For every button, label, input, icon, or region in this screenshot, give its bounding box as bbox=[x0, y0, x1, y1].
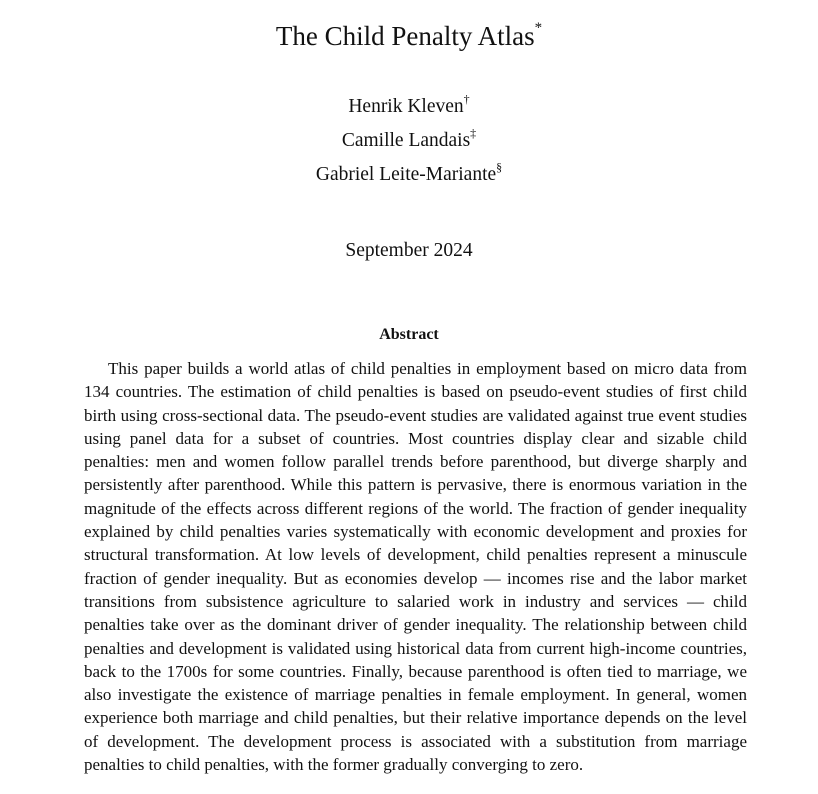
publication-date: September 2024 bbox=[345, 240, 473, 261]
author-1 bbox=[0, 94, 818, 120]
author-name: Camille Landais bbox=[341, 130, 471, 151]
abstract-heading: Abstract bbox=[379, 326, 439, 343]
author-name: Henrik Kleven bbox=[348, 96, 464, 117]
author-3 bbox=[0, 162, 818, 188]
abstract-body: This paper builds a world atlas of child penalties in employment based on micro data from 134 countries. The estimation of child penalties is based on pseudo-event studies of first child birth using cross-sectional data. The pseudo-event studies are validated against true event studies using panel data for a subset of countries. Most countries display clear and sizable child penalties: men and women follow parallel trends before parenthood, but diverge sharply and persistently after parenthood. While this pattern is pervasive, there is enormous variation in the magnitude of the effects across different regions of the world. The fraction of gender inequality explained by child penalties varies systematically with economic development and proxies for structural transformation. At low levels of development, child penalties represent a minuscule fraction of gender inequality. But as economies develop — incomes rise and the labor market transitions from subsistence agriculture to salaried work in industry and services — child penalties take over as the dominant driver of gender inequality. The relationship between child penalties and development is validated using historical data from current high-income countries, back to the 1700s for some countries. Finally, because parenthood is often tied to marriage, we also investigate the existence of marriage penalties in female employment. In general, women experience both marriage and child penalties, but their relative importance depends on the level of development. The development process is associated with a substitution from marriage penalties to child penalties, with the former gradually converging to zero. bbox=[84, 359, 747, 775]
author-footnote-mark: § bbox=[496, 160, 503, 174]
title-footnote-mark: * bbox=[534, 20, 543, 36]
author-name: Gabriel Leite-Mariante bbox=[315, 164, 497, 185]
paper-title-text: The Child Penalty Atlas bbox=[275, 21, 535, 51]
paper-title bbox=[0, 18, 818, 54]
author-footnote-mark: † bbox=[463, 92, 470, 106]
author-2 bbox=[0, 128, 818, 154]
author-footnote-mark: ‡ bbox=[470, 126, 477, 140]
